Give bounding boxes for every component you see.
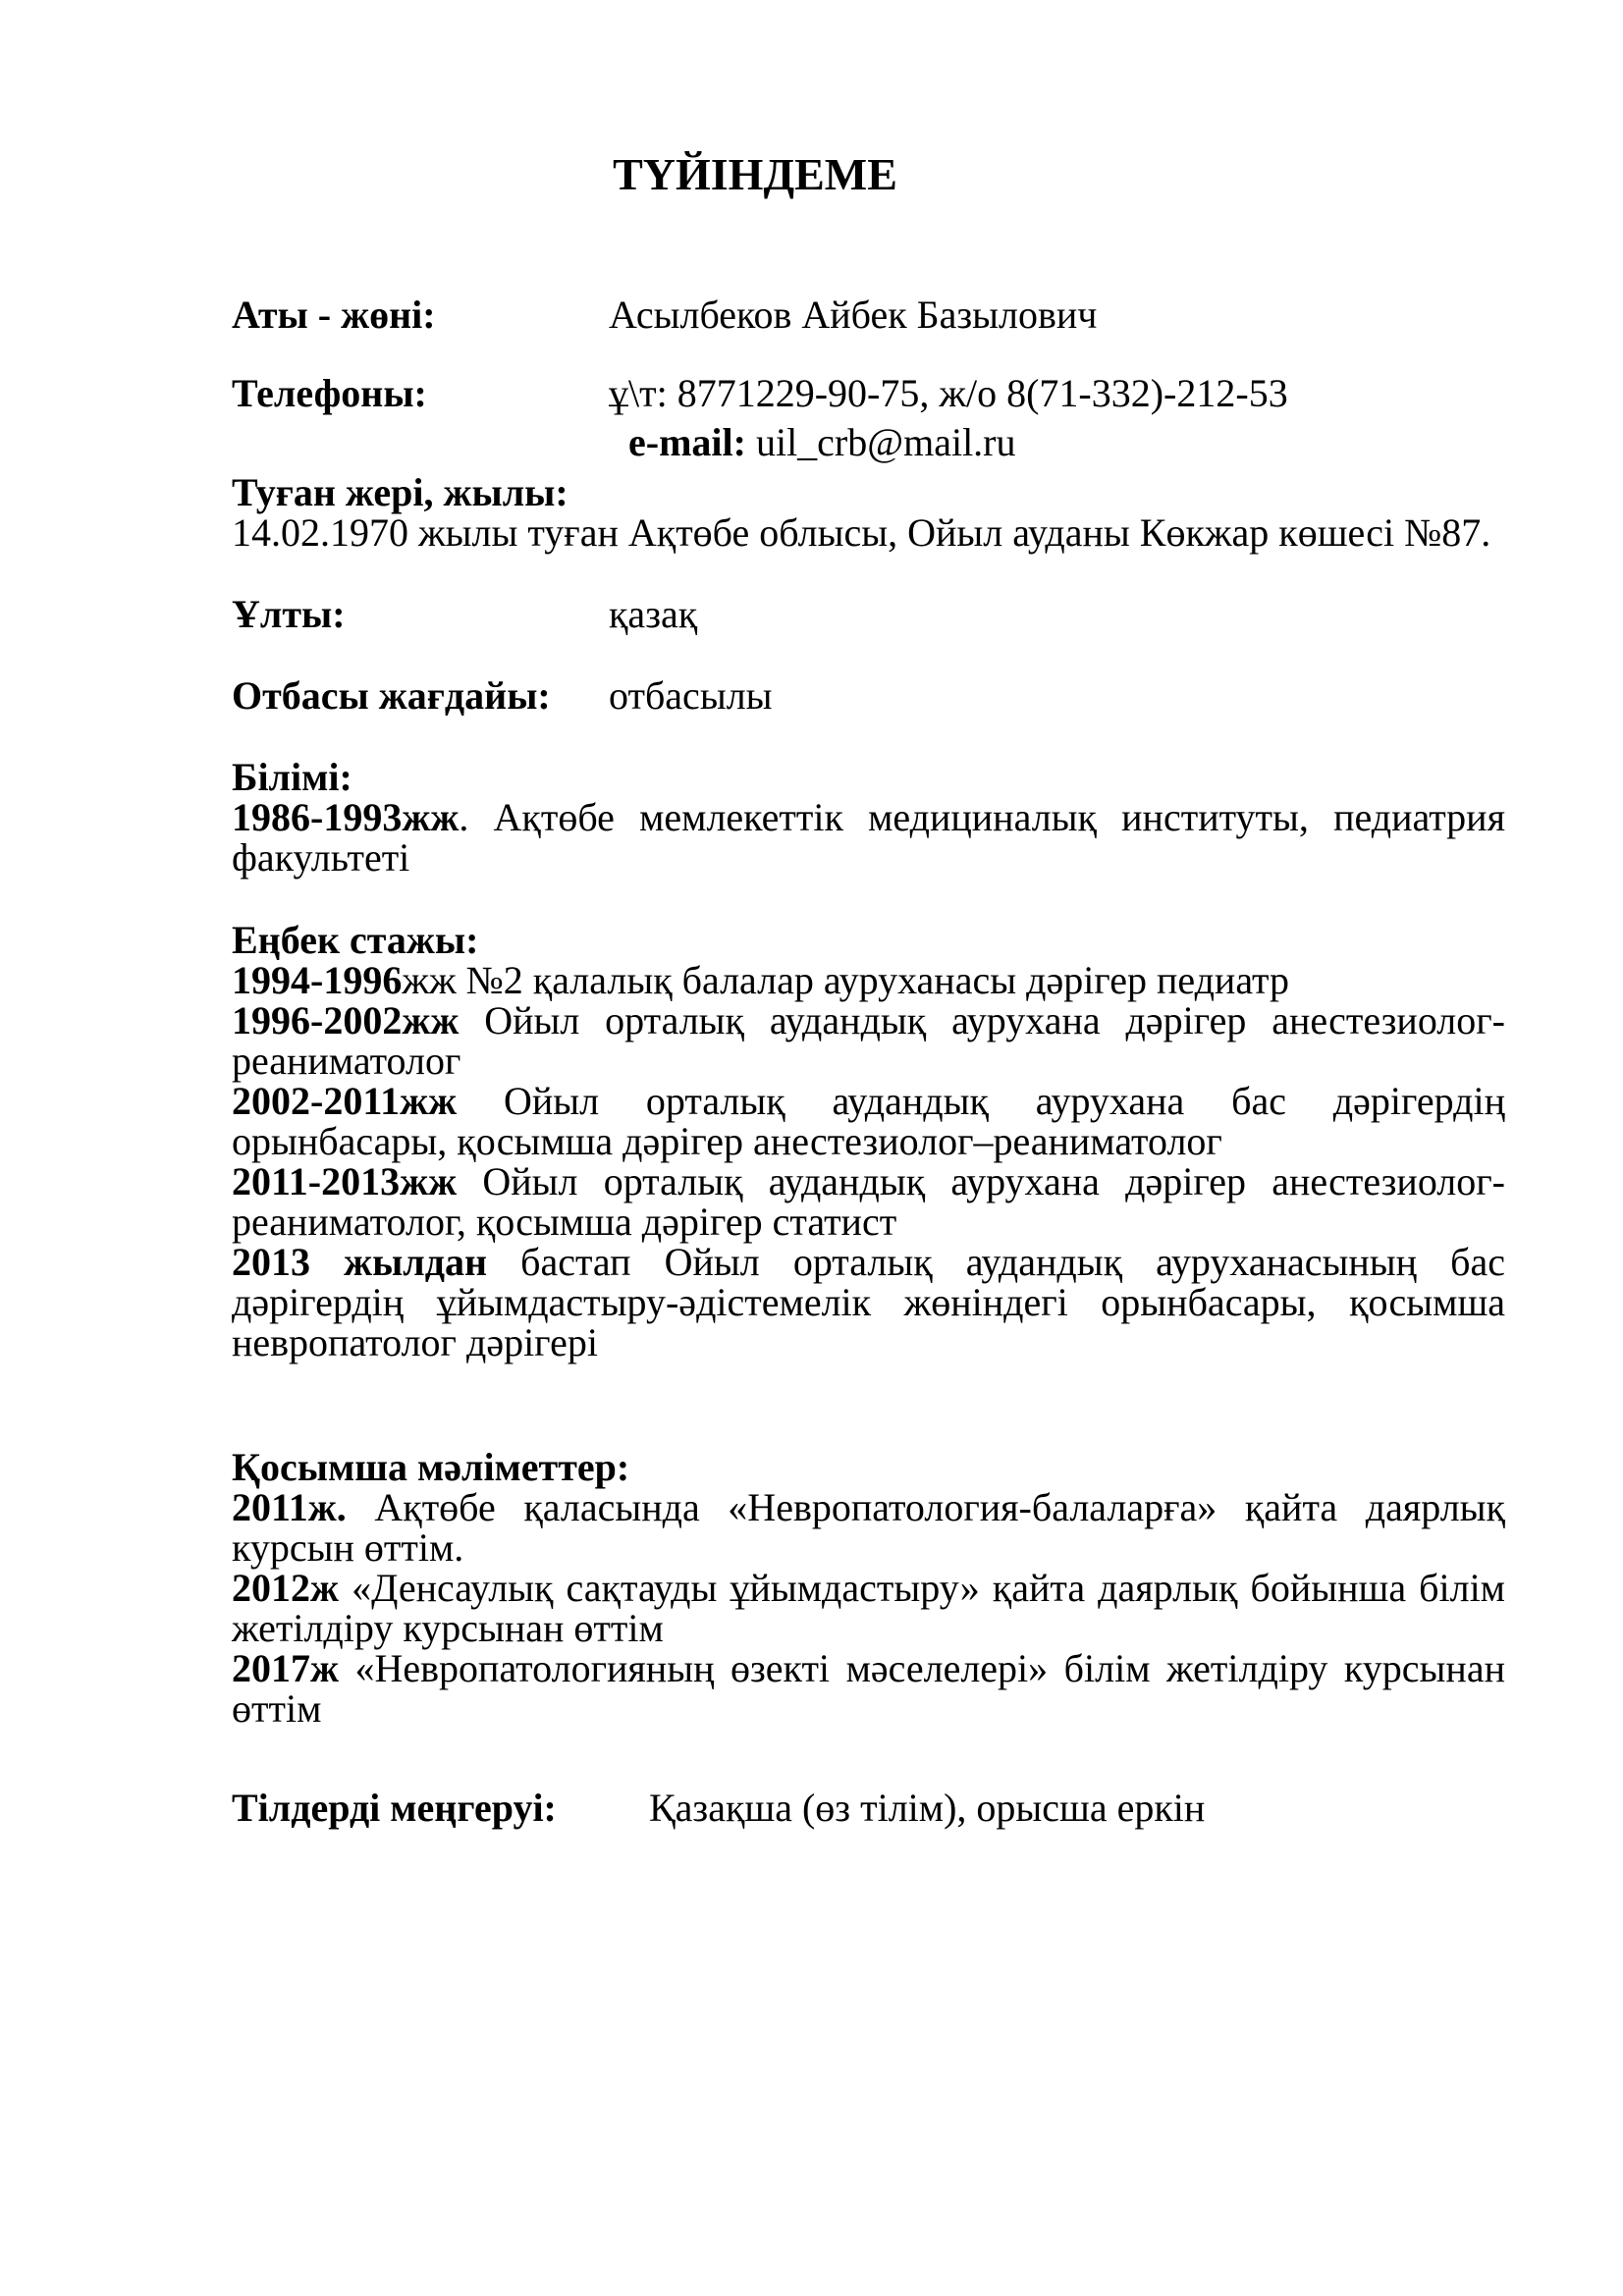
name-row: [232, 294, 1505, 335]
languages-row: [232, 1788, 1505, 1828]
education-heading: Білімі:: [232, 755, 352, 799]
nationality-value: қазақ: [609, 592, 698, 636]
additional-info-heading: Қосымша мәліметтер:: [232, 1445, 630, 1489]
experience-period: 2002-2011жж: [232, 1079, 458, 1123]
document-title: ТҮЙІНДЕМЕ: [613, 149, 897, 199]
experience-item: [232, 960, 1505, 1000]
email-line: [232, 422, 1505, 462]
birth-heading: Туған жері, жылы:: [232, 470, 568, 514]
experience-text: Ойыл орталық аудандық аурухана дәрігер анестезиолог-реаниматолог, қосымша дәрігер статист: [232, 1159, 1505, 1244]
additional-text: «Денсаулық сақтауды ұйымдастыру» қайта даярлық бойынша білім жетілдіру курсынан өттім: [232, 1566, 1505, 1650]
additional-text: Ақтөбе қаласында «Невропатология-балаларға» қайта даярлық курсын өттім.: [232, 1485, 1505, 1570]
name-value: Асылбеков Айбек Базылович: [609, 293, 1098, 337]
additional-text: «Невропатологияның өзекті мәселелері» білім жетілдіру курсынан өттім: [232, 1646, 1505, 1731]
additional-period: 2012ж: [232, 1566, 340, 1610]
email-value: uil_crb@mail.ru: [745, 420, 1016, 464]
experience-item: [232, 1242, 1505, 1362]
additional-item: [232, 1648, 1505, 1729]
education-period: 1986-1993жж: [232, 795, 460, 839]
family-status-value: отбасылы: [609, 673, 773, 718]
family-status-label: Отбасы жағдайы:: [232, 673, 551, 718]
additional-period: 2017ж: [232, 1646, 340, 1690]
education-item: [232, 797, 1505, 878]
experience-text: Ойыл орталық аудандық аурухана бас дәрігердің орынбасары, қосымша дәрігер анестезиолог–реаниматолог: [232, 1079, 1505, 1163]
email-label: e-mail:: [628, 420, 746, 464]
experience-text: Ойыл орталық аудандық аурухана дәрігер анестезиолог-реаниматолог: [232, 998, 1505, 1083]
family-status-row: [232, 675, 1505, 716]
birth-text: 14.02.1970 жылы туған Ақтөбе облысы, Ойыл ауданы Көкжар көшесі №87.: [232, 510, 1491, 555]
education-text: . Ақтөбе мемлекеттік медициналық институты, педиатрия факультеті: [232, 795, 1505, 880]
experience-period: 2011-2013жж: [232, 1159, 458, 1203]
phones-value: ұ\т: 8771229-90-75, ж/о 8(71-332)-212-53: [609, 371, 1288, 415]
languages-value: Қазақша (өз тілім), орысша еркін: [649, 1786, 1206, 1830]
experience-heading: Еңбек стажы:: [232, 918, 479, 962]
languages-label: Тілдерді меңгеруі:: [232, 1786, 557, 1830]
phones-row: [232, 373, 1505, 413]
experience-period: 1996-2002жж: [232, 998, 460, 1042]
additional-item: [232, 1487, 1505, 1568]
experience-period: 2013 жылдан: [232, 1240, 488, 1284]
additional-item: [232, 1568, 1505, 1648]
nationality-row: [232, 594, 1505, 634]
additional-period: 2011ж.: [232, 1485, 347, 1529]
experience-item: [232, 1161, 1505, 1242]
name-label: Аты - жөні:: [232, 293, 436, 337]
nationality-label: Ұлты:: [232, 592, 346, 636]
experience-text: жж №2 қалалық балалар ауруханасы дәрігер педиатр: [402, 958, 1290, 1002]
phones-label: Телефоны:: [232, 371, 427, 415]
experience-text: бастап Ойыл орталық аудандық ауруханасының бас дәрігердің ұйымдастыру-әдістемелік жөніндегі орынбасары, қосымша невропатолог дәрігері: [232, 1240, 1505, 1364]
experience-period: 1994-1996: [232, 958, 403, 1002]
experience-item: [232, 1000, 1505, 1081]
experience-item: [232, 1081, 1505, 1161]
